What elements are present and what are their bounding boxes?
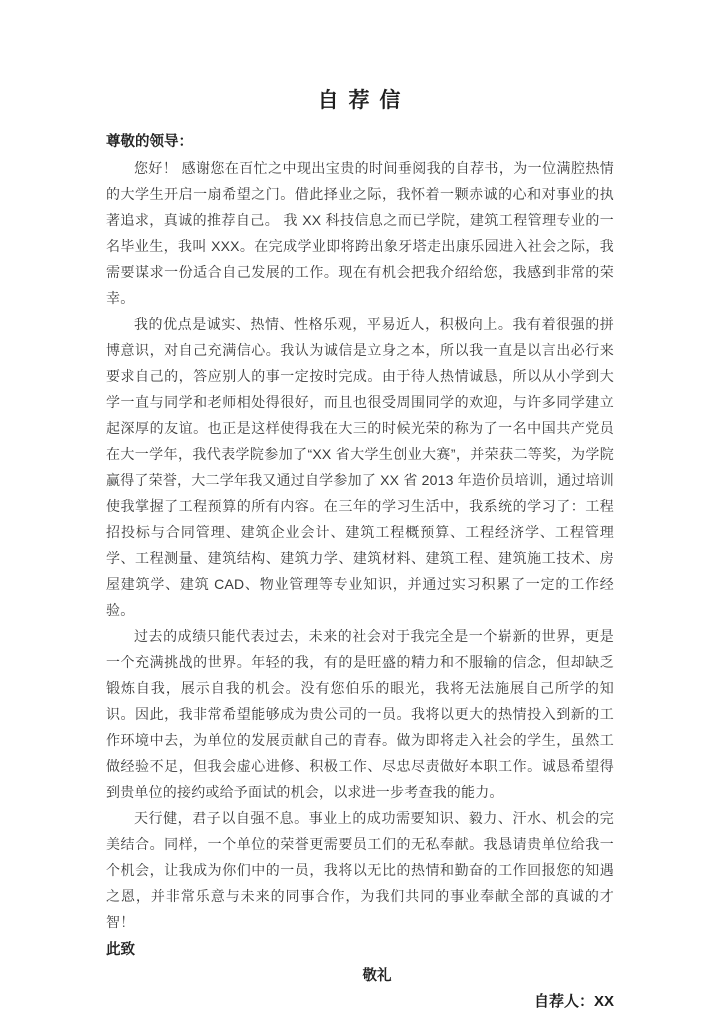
letter-content [106,86,614,1015]
closing-jingli: 敬礼 [362,968,392,984]
paragraph-future: 过去的成绩只能代表过去，未来的社会对于我完全是一个崭新的世界，更是一个充满挑战的世界。年轻的我，有的是旺盛的精力和不服输的信念，但却缺乏锻炼自我，展示自我的机会。没有您伯乐的眼光，我将无法施展自己所学的知识。因此，我非常希望能够成为贵公司的一员。我将以更大的热情投入到新的工作环境中去，为单位的发展贡献自己的青春。做为即将走入社会的学生，虽然工做经验不足，但我会虚心进修、积极工作、尽忠尽责做好本职工作。诚恳希望得到贵单位的接约或给予面试的机会，以求进一步考查我的能力。 [106,628,614,800]
salutation: 尊敬的领导： [106,134,193,150]
signature-line: 自荐人：XX [533,993,614,1010]
paragraph-intro: 您好！ 感谢您在百忙之中现出宝贵的时间垂阅我的自荐书，为一位满腔热情的大学生开启一扇希望之门。借此择业之际，我怀着一颗赤诚的心和对事业的执著追求，真诚的推荐自己。 我 XX 科技信息之而已学院，建筑工程管理专业的一名毕业生，我叫 XXX。在完成学业即将跨出象牙塔走出康乐园进入社会之际，我需要谋求一份适合自己发展的工作。现在有机会把我介绍给您，我感到非常的荣幸。 [106,160,614,306]
closing-cizhi: 此致 [106,942,135,958]
paragraph-appeal: 天行健，君子以自强不息。事业上的成功需要知识、毅力、汗水、机会的完美结合。同样，一个单位的荣誉更需要员工们的无私奉献。我恳请贵单位给我一个机会，让我成为你们中的一员，我将以无比的热情和勤奋的工作回报您的知遇之恩，并非常乐意与未来的同事合作，为我们共同的事业奉献全部的真诚的才智！ [106,810,614,930]
paragraph-strengths: 我的优点是诚实、热情、性格乐观，平易近人，积极向上。我有着很强的拼博意识，对自己充满信心。我认为诚信是立身之本，所以我一直是以言出必行来要求自己的，答应别人的事一定按时完成。由于待人热情诚恳，所以从小学到大学一直与同学和老师相处得很好，而且也很受周围同学的欢迎，与许多同学建立起深厚的友谊。也正是这样使得我在大三的时候光荣的称为了一名中国共产党员 在大一学年，我代表学院参加了“XX 省大学生创业大赛”，并荣获二等奖，为学院赢得了荣誉，大二学年我又通过自学参加了 XX 省 2013 年造价员培训，通过培训使我掌握了工程预算的所有内容。在三年的学习生活中，我系统的学习了：工程招投标与合同管理、建筑企业会计、建筑工程概预算、工程经济学、工程管理学、工程测量、建筑结构、建筑力学、建筑材料、建筑工程、建筑施工技术、房屋建筑学、建筑 CAD、物业管理等专业知识，并通过实习积累了一定的工作经验。 [106,316,614,618]
page-title: 自 荐 信 [317,89,403,112]
